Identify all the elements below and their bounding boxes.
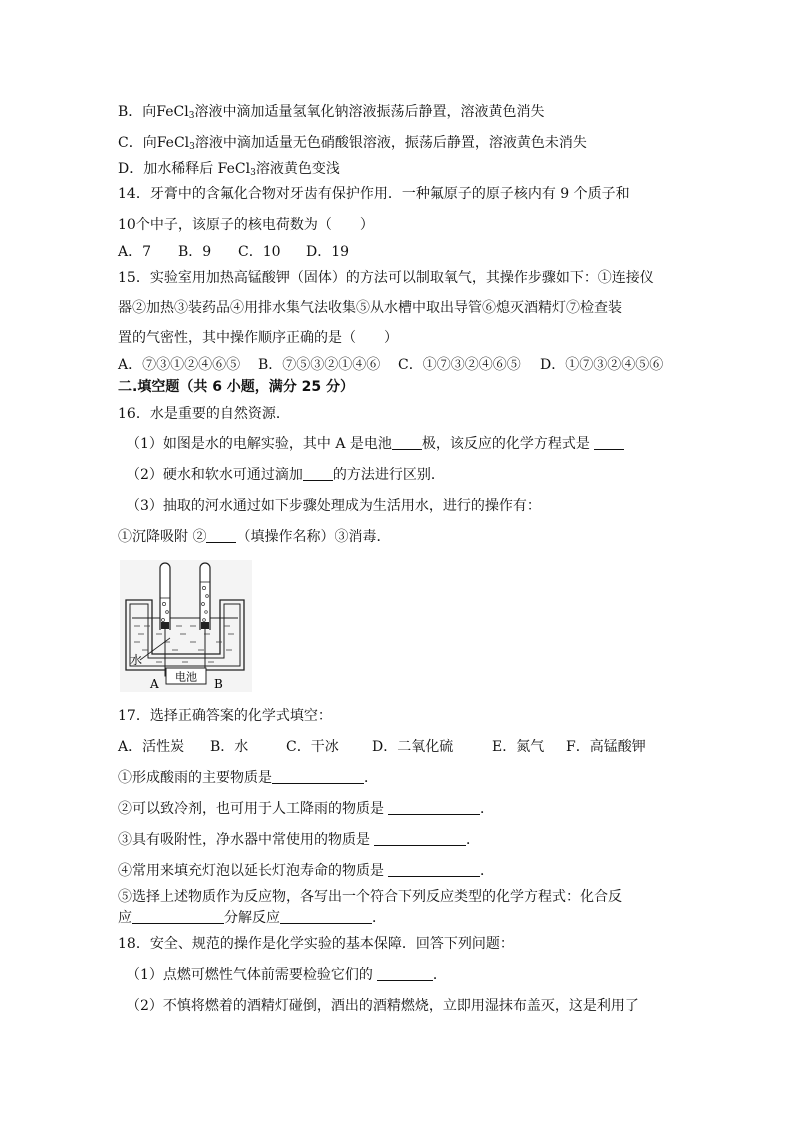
q18-stem: 18．安全、规范的操作是化学实验的基本保障．回答下列问题：: [118, 936, 514, 952]
q14-option-c: C．10: [238, 244, 281, 260]
q17-option-f: F．高锰酸钾: [566, 739, 646, 755]
q14-option-d: D．19: [306, 244, 350, 260]
q14-options: [118, 242, 349, 262]
electrolysis-diagram: [120, 560, 252, 692]
q14-option-a: A．7: [118, 244, 152, 260]
q17-item-5-cont: 应 分解反应 ．: [118, 910, 386, 926]
q16-stem: 16．水是重要的自然资源．: [118, 406, 290, 422]
answer-blank[interactable]: [377, 966, 433, 981]
q15-stem-line3: 置的气密性，其中操作顺序正确的是（ ）: [118, 330, 398, 346]
q15-option-c: C．①⑦③②④⑥⑤: [398, 357, 521, 373]
q13-option-b: B．向FeCl$_3$溶液中滴加适量氢氧化钠溶液振荡后静置，溶液黄色消失: [118, 104, 545, 121]
battery-label: 电池: [175, 670, 197, 684]
q17-option-d: D．二氧化硫: [372, 739, 454, 755]
answer-blank[interactable]: [374, 831, 466, 846]
q17-option-a: A．活性炭: [118, 739, 185, 755]
q15-option-a: A．⑦③①②④⑥⑤: [118, 357, 241, 373]
q15-options: [118, 355, 663, 375]
label-b: B: [214, 677, 223, 691]
q16-part3: （3）抽取的河水通过如下步骤处理成为生活用水，进行的操作有：: [126, 498, 541, 514]
q15-stem-line1: 15．实验室用加热高锰酸钾（固体）的方法可以制取氧气，其操作步骤如下：①连接仪: [118, 270, 654, 286]
water-label: 水: [130, 653, 143, 667]
answer-blank[interactable]: [132, 909, 224, 924]
q17-item-1: ①形成酸雨的主要物质是 ．: [118, 770, 378, 786]
q14-stem-line2: 10个中子，该原子的核电荷数为（ ）: [118, 217, 374, 233]
q17-option-c: C．干冰: [286, 739, 339, 755]
q15-option-d: D．①⑦③②④⑤⑥: [540, 357, 664, 373]
q17-item-5: ⑤选择上述物质作为反应物，各写出一个符合下列反应类型的化学方程式：化合反: [118, 889, 622, 905]
q13-option-c: C．向FeCl$_3$溶液中滴加适量无色硝酸银溶液，振荡后静置，溶液黄色未消失: [118, 135, 587, 152]
answer-blank[interactable]: [206, 528, 236, 543]
q16-part1: （1）如图是水的电解实验，其中 A 是电池 极，该反应的化学方程式是: [126, 434, 624, 454]
section-heading: 二.填空题（共 6 小题，满分 25 分）: [118, 379, 355, 395]
answer-blank[interactable]: [280, 909, 372, 924]
answer-blank[interactable]: [388, 862, 480, 877]
answer-blank[interactable]: [272, 769, 364, 784]
q17-option-b: B．水: [210, 739, 249, 755]
q16-part2: （2）硬水和软水可通过滴加 的方法进行区别．: [126, 467, 445, 483]
q17-option-e: E．氮气: [492, 739, 545, 755]
answer-blank[interactable]: [594, 435, 624, 450]
answer-blank[interactable]: [388, 800, 480, 815]
q18-part2: （2）不慎将燃着的酒精灯碰倒，酒出的酒精燃烧，立即用湿抹布盖灭，这是利用了: [126, 998, 639, 1014]
q18-part1: （1）点燃可燃性气体前需要检验它们的 ．: [126, 967, 447, 983]
q15-stem-line2: 器②加热③装药品④用排水集气法收集⑤从水槽中取出导管⑥熄灭酒精灯⑦检查装: [118, 300, 622, 316]
q14-option-b: B．9: [178, 244, 212, 260]
q13-option-d: D．加水稀释后 FeCl$_3$溶液黄色变浅: [118, 161, 340, 178]
answer-blank[interactable]: [303, 466, 333, 481]
q14-stem-line1: 14．牙膏中的含氟化合物对牙齿有保护作用．一种氟原子的原子核内有 9 个质子和: [118, 186, 630, 202]
q15-option-b: B．⑦⑤③②①④⑥: [258, 357, 381, 373]
q16-part3-steps: ①沉降吸附 ② （填操作名称）③消毒．: [118, 529, 391, 545]
q17-options: [118, 737, 646, 757]
q17-item-4: ④常用来填充灯泡以延长灯泡寿命的物质是 ．: [118, 863, 494, 879]
label-a: A: [150, 677, 159, 691]
answer-blank[interactable]: [392, 435, 422, 450]
q17-stem: 17．选择正确答案的化学式填空：: [118, 708, 332, 724]
q17-item-2: ②可以致冷剂，也可用于人工降雨的物质是 ．: [118, 801, 494, 817]
q17-item-3: ③具有吸附性，净水器中常使用的物质是 ．: [118, 832, 480, 848]
